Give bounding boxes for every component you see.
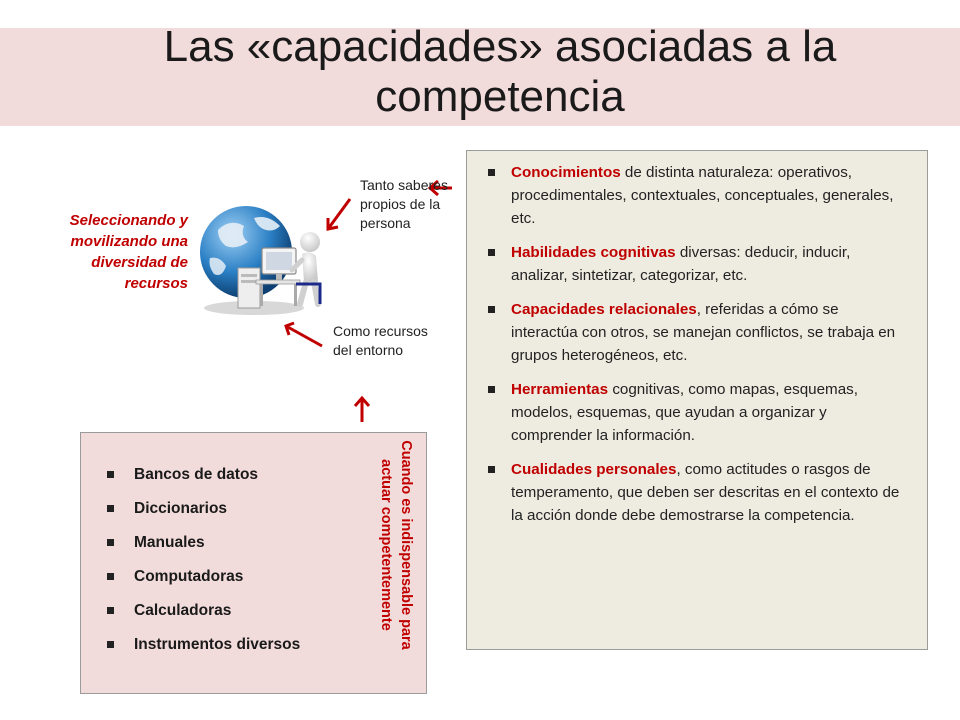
bullet-icon bbox=[488, 249, 495, 256]
list-item bbox=[485, 161, 909, 230]
list-item bbox=[103, 499, 300, 533]
capacity-term: Cualidades personales bbox=[511, 461, 677, 478]
list-item bbox=[103, 601, 300, 635]
red-arrow-icon bbox=[323, 196, 353, 234]
resources-list bbox=[103, 465, 300, 669]
vertical-note-text: Cuando es indispensable para actuar competentemente bbox=[378, 440, 414, 650]
resources-box bbox=[80, 432, 427, 694]
bullet-icon bbox=[488, 169, 495, 176]
slide-title-line2: competencia bbox=[375, 72, 625, 121]
list-item bbox=[103, 533, 300, 567]
globe-computer-figure-icon bbox=[196, 200, 324, 320]
bullet-icon bbox=[488, 466, 495, 473]
resource-label: Instrumentos diversos bbox=[134, 636, 301, 653]
capacity-term: Conocimientos bbox=[511, 164, 621, 181]
capacity-text: de distinta naturaleza: operativos, procedimentales, contextuales, conceptuales, generales, etc. bbox=[511, 164, 894, 227]
slide-title bbox=[0, 22, 960, 122]
resource-label: Calculadoras bbox=[134, 602, 232, 619]
bullet-icon bbox=[107, 573, 114, 580]
capacities-box bbox=[466, 150, 928, 650]
list-item bbox=[485, 298, 909, 367]
resource-label: Diccionarios bbox=[134, 500, 228, 517]
capacity-text: diversas: deducir, inducir, analizar, sintetizar, categorizar, etc. bbox=[511, 244, 851, 284]
capacity-text: , como actitudes o rasgos de temperamento, que deben ser descritas en el contexto de la acción donde debe demostrarse la competencia. bbox=[511, 461, 900, 524]
list-item bbox=[103, 635, 300, 669]
capacity-text: cognitivas, como mapas, esquemas, modelos, esquemas, que ayudan a organizar y comprender la información. bbox=[511, 381, 858, 444]
label-tanto: Tanto saberes propios de la persona bbox=[360, 177, 448, 231]
bullet-icon bbox=[107, 471, 114, 478]
label-como: Como recursos del entorno bbox=[333, 323, 428, 358]
bullet-icon bbox=[107, 539, 114, 546]
red-arrow-icon bbox=[282, 320, 326, 350]
capacities-list bbox=[485, 161, 909, 527]
slide-title-line1: Las «capacidades» asociadas a la bbox=[163, 22, 837, 71]
list-item bbox=[103, 465, 300, 499]
capacity-term: Capacidades relacionales bbox=[511, 301, 697, 318]
resource-label: Computadoras bbox=[134, 568, 244, 585]
bullet-icon bbox=[107, 641, 114, 648]
resource-label: Manuales bbox=[134, 534, 205, 551]
capacity-term: Habilidades cognitivas bbox=[511, 244, 676, 261]
bullet-icon bbox=[107, 505, 114, 512]
capacity-text: , referidas a cómo se interactúa con otros, se manejan conflictos, se trabaja en grupos heterogéneos, etc. bbox=[511, 301, 896, 364]
bullet-icon bbox=[488, 306, 495, 313]
list-item bbox=[485, 241, 909, 287]
red-arrow-icon bbox=[352, 394, 372, 424]
lead-text: Seleccionando y movilizando una diversidad de recursos bbox=[69, 212, 188, 292]
list-item bbox=[485, 458, 909, 527]
resource-label: Bancos de datos bbox=[134, 466, 259, 483]
bullet-icon bbox=[488, 386, 495, 393]
capacity-term: Herramientas bbox=[511, 381, 609, 398]
list-item bbox=[485, 378, 909, 447]
vertical-note bbox=[361, 440, 431, 675]
bullet-icon bbox=[107, 607, 114, 614]
list-item bbox=[103, 567, 300, 601]
